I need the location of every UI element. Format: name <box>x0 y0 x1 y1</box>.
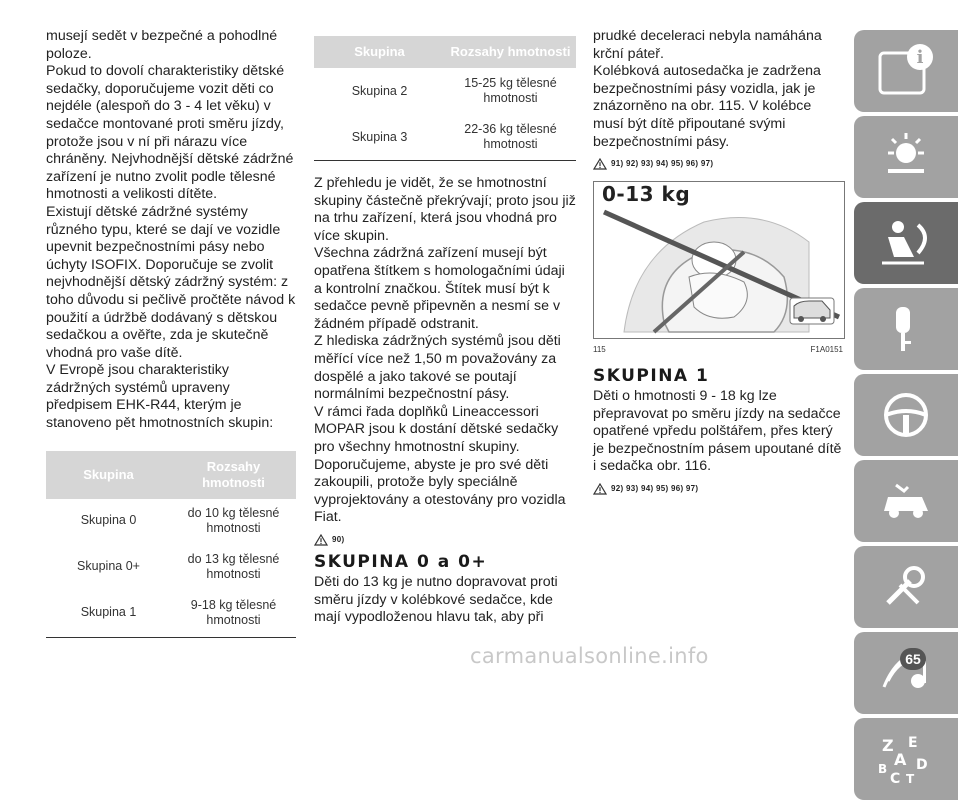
paragraph: V rámci řada doplňků Lineaccessori MOPAR jsou k dostání dětské sedačky pro všechny hmotnostní skupiny. Doporučujeme, abyste je pro své děti zakoupili, protože byly speciálně vyprojektovány a otestovány pro vozidla Fiat. <box>314 403 566 526</box>
table-row: Skupina 0 do 10 kg tělesné hmotnosti <box>80 505 280 535</box>
warning-reference: 90) <box>314 531 576 549</box>
column-middle <box>314 36 576 627</box>
wrench-tools-icon <box>874 557 938 617</box>
column-right <box>593 28 843 504</box>
paragraph: Děti o hmotnosti 9 - 18 kg lze přepravovat po směru jízdy na sedačce opatřené vpředu polštářem, přes který je bezpečnostním pásem upoutané dítě i sedačka obr. 116. <box>593 387 842 475</box>
paragraph: Existují dětské zádržné systémy různého typu, které se dají ve vozidle upevnit bezpečnostními pásy nebo úchyty ISOFIX. Doporučuje se zvolit nejvhodnější dětský zádržný systém: z toho důvodu si pečlivě pročtěte návod k použití a údržbě dodávaný s dětskou sedačkou a ověřte, zda je skutečně vhodná pro vaše dítě. <box>46 203 296 361</box>
table-row: Skupina 3 22-36 kg tělesné hmotnosti <box>314 114 576 161</box>
svg-text:Z: Z <box>882 736 894 755</box>
svg-text:A: A <box>894 750 907 769</box>
paragraph: prudké deceleraci nebyla namáhána krční páteř. <box>593 28 822 62</box>
steering-wheel-icon <box>874 385 938 445</box>
warning-reference: 91) 92) 93) 94) 95) 96) 97) <box>593 155 843 173</box>
svg-text:i: i <box>916 47 924 68</box>
tab-emergency[interactable] <box>854 460 958 542</box>
key-icon <box>874 299 938 359</box>
paragraph: V Evropě jsou charakteristiky zádržných systémů upraveny předpisem EHK-R44, kterým je stanoveno pět hmotnostních skupin: <box>46 362 274 432</box>
figure-weight-label: 0-13 kg <box>602 181 691 206</box>
svg-text:E: E <box>908 735 918 751</box>
page-number: 65 <box>900 648 926 670</box>
tab-maintenance[interactable] <box>854 546 958 628</box>
figure-code: F1A0151 <box>810 344 843 354</box>
index-letters-icon <box>874 729 938 789</box>
figure-number: 115 <box>593 344 606 354</box>
car-service-icon <box>874 471 938 531</box>
svg-text:B: B <box>878 762 888 776</box>
paragraph: Kolébková autosedačka je zadržena bezpečnostními pásy vozidla, jak je znázorněno na obr. 115. V kolébce musí být dítě připoutané svými bezpečnostními pásy. <box>593 63 821 150</box>
baby-carrier-illustration <box>594 182 844 338</box>
section-heading: SKUPINA 1 <box>593 366 710 387</box>
warning-triangle-icon <box>314 534 328 546</box>
table-row: Skupina 2 15-25 kg tělesné hmotnosti <box>351 76 557 105</box>
airbag-seat-icon <box>874 213 938 273</box>
tab-info[interactable] <box>854 30 958 112</box>
chapter-tabs <box>854 30 960 804</box>
tab-starting[interactable] <box>854 288 958 370</box>
svg-text:T: T <box>906 772 915 786</box>
tab-driving[interactable] <box>854 374 958 456</box>
info-icon <box>874 41 938 101</box>
table-row: Skupina 0+ do 13 kg tělesné hmotnosti <box>77 551 280 581</box>
figure-rear-facing-seat <box>593 181 845 339</box>
tab-safety[interactable] <box>854 202 958 284</box>
paragraph: Pokud to dovolí charakteristiky dětské sedačky, doporučujeme vozit děti co nejdéle (alespoň do 3 - 4 let věku) v sedačce montované proti směru jízdy, protože jsou v ní při nárazu více chráněny. Nejvhodnější dětské zádržné zařízení je nutno zvolit podle tělesné hmotnosti a velikosti dítěte. <box>46 63 294 203</box>
tab-dashboard-lights[interactable] <box>854 116 958 198</box>
table-header-group: Skupina <box>46 451 171 499</box>
table-header-weight: Rozsahy hmotnosti <box>171 451 296 499</box>
tab-multimedia[interactable] <box>854 632 958 714</box>
paragraph: Z přehledu je vidět, že se hmotnostní skupiny částečně překrývají; proto jsou již na trhu zařízení, která jsou vhodná pro více skupin. <box>314 175 576 244</box>
table-row: Skupina 1 9-18 kg tělesné hmotnosti <box>46 591 296 638</box>
paragraph: musejí sedět v bezpečné a pohodlné poloze. <box>46 28 278 62</box>
paragraph: Všechna zádržná zařízení musejí být opatřena štítkem s homologačními údaji a kontrolní značkou. Štítek musí být k sedačce pevně připevněn a nesmí se v žádném případě odstranit. <box>314 245 565 332</box>
figure-caption <box>593 341 843 359</box>
watermark: carmanualsonline.info <box>470 644 709 668</box>
weight-group-table-continued <box>314 36 576 161</box>
warning-reference: 92) 93) 94) 95) 96) 97) <box>593 480 843 498</box>
section-heading: SKUPINA 0 a 0+ <box>314 552 488 573</box>
weight-group-table <box>46 451 296 638</box>
svg-text:C: C <box>890 771 901 787</box>
column-left <box>46 28 296 638</box>
warning-triangle-icon <box>593 158 607 170</box>
paragraph: Děti do 13 kg je nutno dopravovat proti směru jízdy v kolébkové sedačce, kde mají vypodloženou hlavu tak, aby při <box>314 574 558 626</box>
svg-text:D: D <box>916 757 928 773</box>
warning-triangle-icon <box>593 483 607 495</box>
tab-index[interactable] <box>854 718 958 800</box>
table-header-group: Skupina <box>314 36 445 68</box>
paragraph: Z hlediska zádržných systémů jsou děti měřící více než 1,50 m považovány za dospělé a jako takové se poutají normálními bezpečnostní pásy. <box>314 333 561 403</box>
dashboard-lights-icon <box>874 127 938 187</box>
table-header-weight: Rozsahy hmotnosti <box>445 36 576 68</box>
